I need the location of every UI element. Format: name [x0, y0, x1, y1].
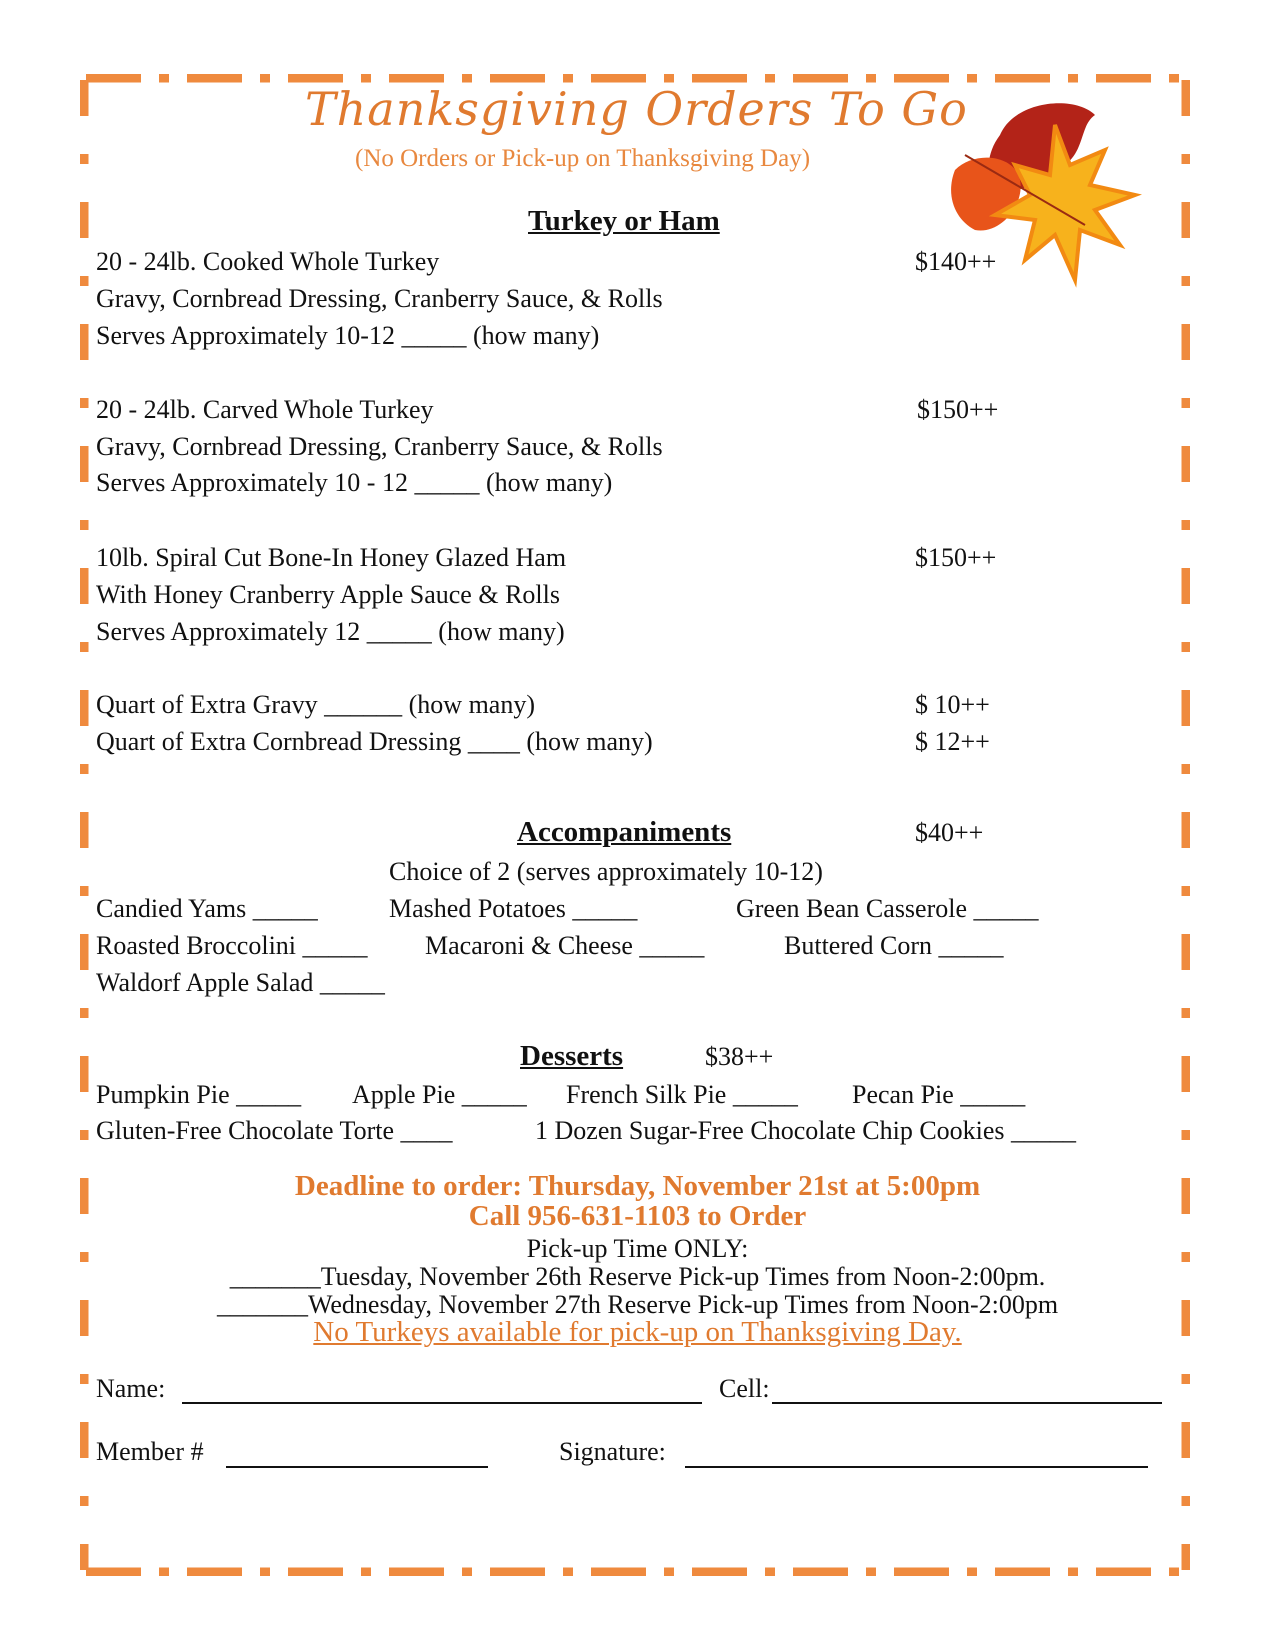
ham-serves: Serves Approximately 12 _____ (how many) — [96, 617, 565, 646]
list-item: French Silk Pie _____ — [566, 1080, 798, 1109]
section-heading-desserts: Desserts — [520, 1040, 624, 1072]
list-item: Candied Yams _____ — [96, 894, 318, 923]
list-item: Apple Pie _____ — [352, 1080, 527, 1109]
list-item: Waldorf Apple Salad _____ — [96, 968, 385, 997]
cell-label: Cell: — [719, 1374, 770, 1403]
page-subtitle: (No Orders or Pick-up on Thanksgiving Day) — [355, 145, 811, 172]
member-field[interactable] — [226, 1464, 488, 1468]
cooked-turkey-serves: Serves Approximately 10-12 _____ (how many) — [96, 321, 600, 350]
name-label: Name: — [96, 1374, 166, 1403]
list-item: Pumpkin Pie _____ — [96, 1080, 302, 1109]
no-turkeys-notice: No Turkeys available for pick-up on Thanksgiving Day. — [313, 1316, 962, 1348]
ham-price: $150++ — [915, 543, 997, 572]
accompaniments-price: $40++ — [915, 818, 984, 847]
pickup-tuesday: _______Tuesday, November 26th Reserve Pick-up Times from Noon-2:00pm. — [229, 1262, 1046, 1291]
list-item: Gluten-Free Chocolate Torte ____ — [96, 1116, 453, 1145]
section-heading-turkey: Turkey or Ham — [528, 205, 720, 237]
carved-turkey-includes: Gravy, Cornbread Dressing, Cranberry Sauce, & Rolls — [96, 432, 663, 461]
cell-field[interactable] — [772, 1400, 1162, 1404]
list-item: Macaroni & Cheese _____ — [425, 931, 705, 960]
accompaniments-choice: Choice of 2 (serves approximately 10-12) — [389, 857, 823, 886]
name-field[interactable] — [182, 1400, 702, 1404]
extra-dressing-label: Quart of Extra Cornbread Dressing ____ (how many) — [96, 727, 653, 756]
pickup-heading: Pick-up Time ONLY: — [526, 1234, 749, 1263]
cooked-turkey-includes: Gravy, Cornbread Dressing, Cranberry Sauce, & Rolls — [96, 284, 663, 313]
carved-turkey-serves: Serves Approximately 10 - 12 _____ (how many) — [96, 468, 613, 497]
page-title: Thanksgiving Orders To Go — [305, 82, 968, 136]
list-item: Mashed Potatoes _____ — [389, 894, 638, 923]
cooked-turkey-name: 20 - 24lb. Cooked Whole Turkey — [96, 247, 440, 276]
extra-gravy-label: Quart of Extra Gravy ______ (how many) — [96, 690, 535, 719]
order-deadline: Deadline to order: Thursday, November 21st at 5:00pm — [294, 1170, 981, 1202]
section-heading-accompaniments: Accompaniments — [517, 816, 732, 848]
list-item: Green Bean Casserole _____ — [736, 894, 1039, 923]
order-phone: Call 956-631-1103 to Order — [468, 1200, 807, 1232]
ham-name: 10lb. Spiral Cut Bone-In Honey Glazed Ham — [96, 543, 567, 572]
pickup-wednesday: _______Wednesday, November 27th Reserve Pick-up Times from Noon-2:00pm — [216, 1290, 1059, 1319]
desserts-price: $38++ — [705, 1042, 774, 1071]
signature-field[interactable] — [685, 1464, 1148, 1468]
list-item: Buttered Corn _____ — [784, 931, 1004, 960]
ham-includes: With Honey Cranberry Apple Sauce & Rolls — [96, 580, 560, 609]
extra-dressing-price: $ 12++ — [915, 727, 990, 756]
extra-gravy-price: $ 10++ — [915, 690, 990, 719]
list-item: 1 Dozen Sugar-Free Chocolate Chip Cookies _____ — [535, 1116, 1077, 1145]
member-label: Member # — [96, 1437, 204, 1466]
signature-label: Signature: — [559, 1437, 666, 1466]
cooked-turkey-price: $140++ — [915, 247, 997, 276]
carved-turkey-name: 20 - 24lb. Carved Whole Turkey — [96, 395, 434, 424]
list-item: Pecan Pie _____ — [852, 1080, 1026, 1109]
carved-turkey-price: $150++ — [917, 395, 999, 424]
list-item: Roasted Broccolini _____ — [96, 931, 368, 960]
